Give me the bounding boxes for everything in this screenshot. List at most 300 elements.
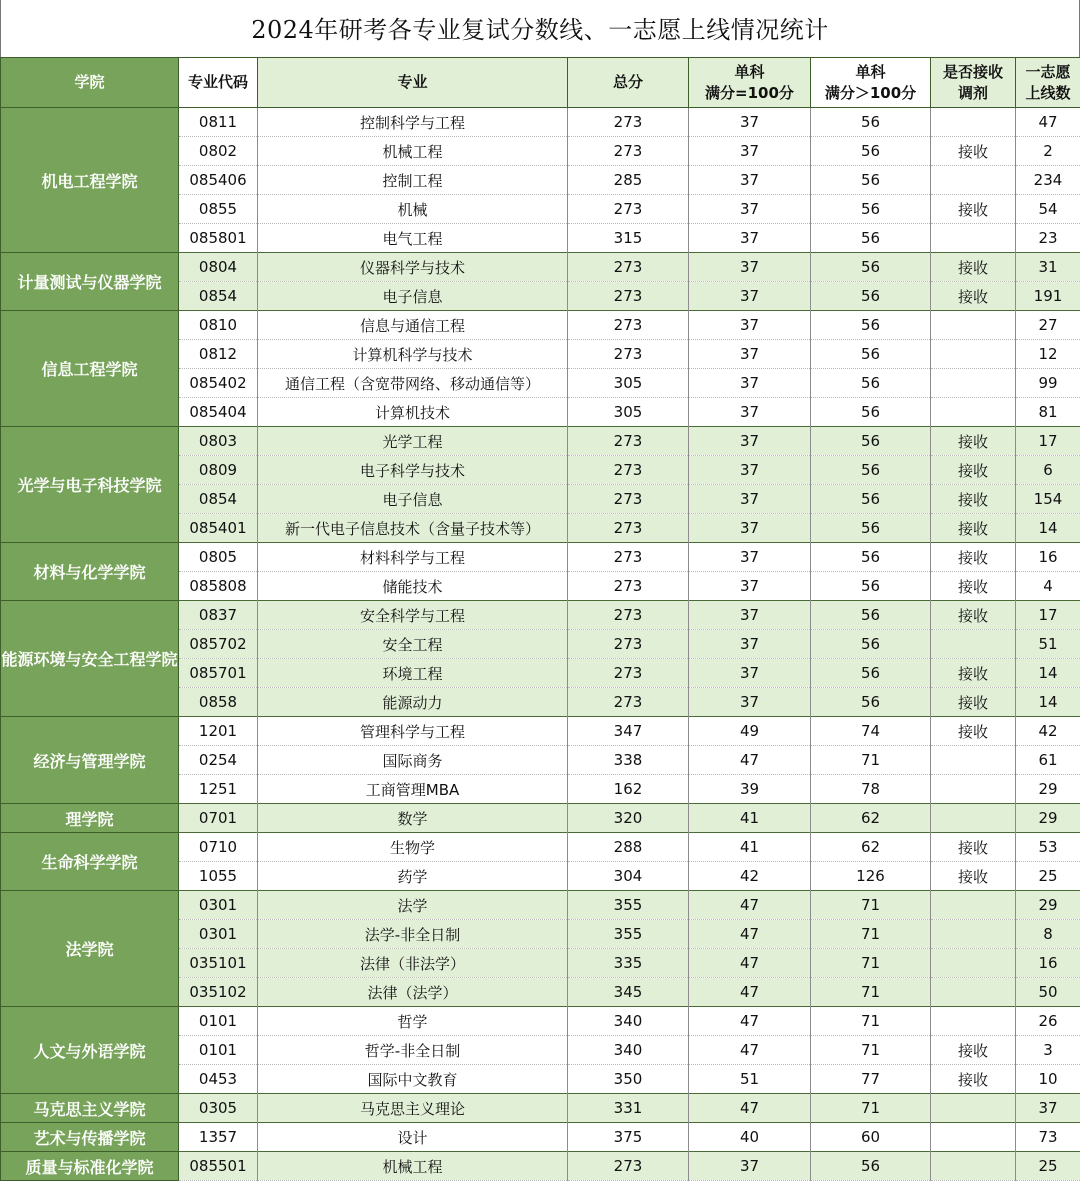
total-cell: 273 — [568, 601, 689, 630]
header-count — [1016, 58, 1080, 108]
code-cell: 085501 — [179, 1152, 258, 1181]
single-over-100-cell: 56 — [811, 398, 931, 427]
total-cell: 273 — [568, 630, 689, 659]
adjust-cell: 接收 — [931, 1036, 1016, 1065]
header-count-line1: 一志愿 — [1016, 62, 1080, 83]
total-cell: 335 — [568, 949, 689, 978]
single-100-cell: 37 — [689, 572, 811, 601]
single-over-100-cell: 56 — [811, 543, 931, 572]
adjust-cell: 接收 — [931, 195, 1016, 224]
major-cell: 环境工程 — [258, 659, 568, 688]
adjust-cell — [931, 891, 1016, 920]
major-cell: 电子信息 — [258, 485, 568, 514]
major-cell: 材料科学与工程 — [258, 543, 568, 572]
total-cell: 273 — [568, 108, 689, 137]
major-cell: 数学 — [258, 804, 568, 833]
single-100-cell: 37 — [689, 1152, 811, 1181]
single-100-cell: 40 — [689, 1123, 811, 1152]
single-over-100-cell: 56 — [811, 688, 931, 717]
single-100-cell: 37 — [689, 166, 811, 195]
adjust-cell — [931, 398, 1016, 427]
single-100-cell: 37 — [689, 195, 811, 224]
major-cell: 能源动力 — [258, 688, 568, 717]
total-cell: 273 — [568, 137, 689, 166]
single-100-cell: 37 — [689, 485, 811, 514]
major-cell: 仪器科学与技术 — [258, 253, 568, 282]
header-school: 学院 — [1, 58, 179, 108]
code-cell: 085402 — [179, 369, 258, 398]
major-cell: 计算机科学与技术 — [258, 340, 568, 369]
count-cell: 14 — [1016, 659, 1080, 688]
table-header — [1, 58, 1080, 108]
code-cell: 0837 — [179, 601, 258, 630]
count-cell: 2 — [1016, 137, 1080, 166]
major-cell: 法律（非法学） — [258, 949, 568, 978]
code-cell: 035101 — [179, 949, 258, 978]
count-cell: 17 — [1016, 427, 1080, 456]
single-over-100-cell: 56 — [811, 456, 931, 485]
total-cell: 273 — [568, 688, 689, 717]
count-cell: 51 — [1016, 630, 1080, 659]
count-cell: 17 — [1016, 601, 1080, 630]
count-cell: 234 — [1016, 166, 1080, 195]
code-cell: 0453 — [179, 1065, 258, 1094]
count-cell: 14 — [1016, 688, 1080, 717]
school-cell: 光学与电子科技学院 — [1, 427, 179, 543]
total-cell: 340 — [568, 1036, 689, 1065]
code-cell: 085406 — [179, 166, 258, 195]
code-cell: 0710 — [179, 833, 258, 862]
major-cell: 国际中文教育 — [258, 1065, 568, 1094]
adjust-cell — [931, 108, 1016, 137]
total-cell: 345 — [568, 978, 689, 1007]
count-cell: 29 — [1016, 891, 1080, 920]
major-cell: 储能技术 — [258, 572, 568, 601]
single-over-100-cell: 56 — [811, 601, 931, 630]
major-cell: 工商管理MBA — [258, 775, 568, 804]
total-cell: 273 — [568, 1152, 689, 1181]
total-cell: 305 — [568, 369, 689, 398]
code-cell: 085701 — [179, 659, 258, 688]
total-cell: 273 — [568, 311, 689, 340]
count-cell: 191 — [1016, 282, 1080, 311]
total-cell: 347 — [568, 717, 689, 746]
table-row — [1, 311, 1080, 340]
single-over-100-cell: 56 — [811, 137, 931, 166]
adjust-cell — [931, 804, 1016, 833]
major-cell: 法学-非全日制 — [258, 920, 568, 949]
single-100-cell: 37 — [689, 543, 811, 572]
total-cell: 350 — [568, 1065, 689, 1094]
table-row — [1, 717, 1080, 746]
code-cell: 0305 — [179, 1094, 258, 1123]
table-row — [1, 804, 1080, 833]
adjust-cell: 接收 — [931, 572, 1016, 601]
major-cell: 马克思主义理论 — [258, 1094, 568, 1123]
count-cell: 81 — [1016, 398, 1080, 427]
single-over-100-cell: 56 — [811, 108, 931, 137]
count-cell: 10 — [1016, 1065, 1080, 1094]
school-cell: 人文与外语学院 — [1, 1007, 179, 1094]
header-adjust-line2: 调剂 — [931, 83, 1015, 104]
adjust-cell: 接收 — [931, 456, 1016, 485]
count-cell: 42 — [1016, 717, 1080, 746]
single-100-cell: 47 — [689, 949, 811, 978]
single-100-cell: 47 — [689, 1036, 811, 1065]
code-cell: 0803 — [179, 427, 258, 456]
code-cell: 0812 — [179, 340, 258, 369]
major-cell: 国际商务 — [258, 746, 568, 775]
count-cell: 47 — [1016, 108, 1080, 137]
code-cell: 0809 — [179, 456, 258, 485]
single-100-cell: 47 — [689, 1094, 811, 1123]
code-cell: 035102 — [179, 978, 258, 1007]
header-major: 专业 — [258, 58, 568, 108]
major-cell: 控制科学与工程 — [258, 108, 568, 137]
major-cell: 通信工程（含宽带网络、移动通信等） — [258, 369, 568, 398]
school-cell: 理学院 — [1, 804, 179, 833]
major-cell: 信息与通信工程 — [258, 311, 568, 340]
code-cell: 0301 — [179, 920, 258, 949]
adjust-cell: 接收 — [931, 427, 1016, 456]
count-cell: 3 — [1016, 1036, 1080, 1065]
header-single-100-line1: 单科 — [689, 62, 810, 83]
single-over-100-cell: 56 — [811, 630, 931, 659]
adjust-cell — [931, 311, 1016, 340]
single-100-cell: 37 — [689, 253, 811, 282]
adjust-cell — [931, 340, 1016, 369]
single-over-100-cell: 56 — [811, 572, 931, 601]
count-cell: 26 — [1016, 1007, 1080, 1036]
adjust-cell — [931, 369, 1016, 398]
single-100-cell: 51 — [689, 1065, 811, 1094]
single-100-cell: 37 — [689, 398, 811, 427]
major-cell: 机械 — [258, 195, 568, 224]
total-cell: 315 — [568, 224, 689, 253]
count-cell: 16 — [1016, 949, 1080, 978]
count-cell: 16 — [1016, 543, 1080, 572]
single-over-100-cell: 56 — [811, 195, 931, 224]
major-cell: 管理科学与工程 — [258, 717, 568, 746]
adjust-cell: 接收 — [931, 659, 1016, 688]
code-cell: 0701 — [179, 804, 258, 833]
major-cell: 法律（法学） — [258, 978, 568, 1007]
single-100-cell: 37 — [689, 137, 811, 166]
single-100-cell: 37 — [689, 108, 811, 137]
single-over-100-cell: 56 — [811, 369, 931, 398]
major-cell: 机械工程 — [258, 137, 568, 166]
count-cell: 61 — [1016, 746, 1080, 775]
single-100-cell: 37 — [689, 427, 811, 456]
table-row — [1, 601, 1080, 630]
single-over-100-cell: 71 — [811, 891, 931, 920]
header-single-100-line2: 满分=100分 — [689, 83, 810, 104]
single-100-cell: 37 — [689, 456, 811, 485]
single-100-cell: 37 — [689, 630, 811, 659]
count-cell: 37 — [1016, 1094, 1080, 1123]
single-over-100-cell: 74 — [811, 717, 931, 746]
total-cell: 340 — [568, 1007, 689, 1036]
count-cell: 73 — [1016, 1123, 1080, 1152]
count-cell: 27 — [1016, 311, 1080, 340]
count-cell: 8 — [1016, 920, 1080, 949]
single-100-cell: 47 — [689, 978, 811, 1007]
adjust-cell: 接收 — [931, 862, 1016, 891]
total-cell: 273 — [568, 253, 689, 282]
single-over-100-cell: 56 — [811, 166, 931, 195]
adjust-cell — [931, 949, 1016, 978]
table-row — [1, 1007, 1080, 1036]
code-cell: 0854 — [179, 282, 258, 311]
single-over-100-cell: 77 — [811, 1065, 931, 1094]
adjust-cell: 接收 — [931, 253, 1016, 282]
page-title: 2024年研考各专业复试分数线、一志愿上线情况统计 — [0, 0, 1080, 57]
school-cell: 经济与管理学院 — [1, 717, 179, 804]
adjust-cell: 接收 — [931, 137, 1016, 166]
adjust-cell: 接收 — [931, 543, 1016, 572]
major-cell: 计算机技术 — [258, 398, 568, 427]
single-100-cell: 37 — [689, 688, 811, 717]
code-cell: 0810 — [179, 311, 258, 340]
code-cell: 0804 — [179, 253, 258, 282]
code-cell: 1201 — [179, 717, 258, 746]
adjust-cell — [931, 166, 1016, 195]
total-cell: 273 — [568, 195, 689, 224]
single-100-cell: 37 — [689, 340, 811, 369]
adjust-cell — [931, 630, 1016, 659]
major-cell: 生物学 — [258, 833, 568, 862]
single-100-cell: 37 — [689, 369, 811, 398]
total-cell: 288 — [568, 833, 689, 862]
count-cell: 29 — [1016, 775, 1080, 804]
adjust-cell — [931, 224, 1016, 253]
single-over-100-cell: 71 — [811, 1007, 931, 1036]
code-cell: 0858 — [179, 688, 258, 717]
single-over-100-cell: 71 — [811, 949, 931, 978]
single-100-cell: 37 — [689, 514, 811, 543]
single-over-100-cell: 56 — [811, 514, 931, 543]
header-adjust — [931, 58, 1016, 108]
single-100-cell: 47 — [689, 746, 811, 775]
adjust-cell — [931, 920, 1016, 949]
school-cell: 质量与标准化学院 — [1, 1152, 179, 1181]
header-single-over-100 — [811, 58, 931, 108]
school-cell: 能源环境与安全工程学院 — [1, 601, 179, 717]
total-cell: 375 — [568, 1123, 689, 1152]
total-cell: 305 — [568, 398, 689, 427]
table-row — [1, 1094, 1080, 1123]
count-cell: 12 — [1016, 340, 1080, 369]
major-cell: 安全工程 — [258, 630, 568, 659]
total-cell: 331 — [568, 1094, 689, 1123]
code-cell: 085401 — [179, 514, 258, 543]
code-cell: 0101 — [179, 1036, 258, 1065]
major-cell: 药学 — [258, 862, 568, 891]
major-cell: 电子科学与技术 — [258, 456, 568, 485]
school-cell: 马克思主义学院 — [1, 1094, 179, 1123]
code-cell: 0101 — [179, 1007, 258, 1036]
table-row — [1, 108, 1080, 137]
adjust-cell: 接收 — [931, 514, 1016, 543]
header-code: 专业代码 — [179, 58, 258, 108]
total-cell: 304 — [568, 862, 689, 891]
code-cell: 085808 — [179, 572, 258, 601]
total-cell: 273 — [568, 543, 689, 572]
single-100-cell: 47 — [689, 891, 811, 920]
code-cell: 0802 — [179, 137, 258, 166]
single-over-100-cell: 56 — [811, 427, 931, 456]
single-100-cell: 42 — [689, 862, 811, 891]
major-cell: 机械工程 — [258, 1152, 568, 1181]
code-cell: 0254 — [179, 746, 258, 775]
major-cell: 新一代电子信息技术（含量子技术等） — [258, 514, 568, 543]
single-over-100-cell: 62 — [811, 804, 931, 833]
total-cell: 273 — [568, 282, 689, 311]
count-cell: 53 — [1016, 833, 1080, 862]
school-cell: 机电工程学院 — [1, 108, 179, 253]
total-cell: 273 — [568, 340, 689, 369]
single-100-cell: 37 — [689, 601, 811, 630]
single-100-cell: 37 — [689, 311, 811, 340]
single-100-cell: 47 — [689, 920, 811, 949]
single-100-cell: 37 — [689, 659, 811, 688]
adjust-cell: 接收 — [931, 282, 1016, 311]
single-100-cell: 41 — [689, 833, 811, 862]
single-over-100-cell: 56 — [811, 485, 931, 514]
table-row — [1, 1152, 1080, 1181]
single-over-100-cell: 60 — [811, 1123, 931, 1152]
adjust-cell — [931, 978, 1016, 1007]
count-cell: 25 — [1016, 862, 1080, 891]
header-single-over-100-line1: 单科 — [811, 62, 930, 83]
header-single-over-100-line2: 满分＞100分 — [811, 83, 930, 104]
single-100-cell: 47 — [689, 1007, 811, 1036]
adjust-cell — [931, 1123, 1016, 1152]
single-over-100-cell: 71 — [811, 746, 931, 775]
total-cell: 273 — [568, 514, 689, 543]
code-cell: 1357 — [179, 1123, 258, 1152]
adjust-cell — [931, 1007, 1016, 1036]
adjust-cell — [931, 775, 1016, 804]
single-over-100-cell: 56 — [811, 253, 931, 282]
table-row — [1, 1123, 1080, 1152]
score-table — [0, 57, 1080, 1181]
total-cell: 273 — [568, 427, 689, 456]
adjust-cell: 接收 — [931, 833, 1016, 862]
total-cell: 320 — [568, 804, 689, 833]
code-cell: 085404 — [179, 398, 258, 427]
total-cell: 285 — [568, 166, 689, 195]
school-cell: 信息工程学院 — [1, 311, 179, 427]
count-cell: 99 — [1016, 369, 1080, 398]
school-cell: 材料与化学学院 — [1, 543, 179, 601]
single-100-cell: 37 — [689, 282, 811, 311]
count-cell: 6 — [1016, 456, 1080, 485]
school-cell: 计量测试与仪器学院 — [1, 253, 179, 311]
count-cell: 23 — [1016, 224, 1080, 253]
major-cell: 安全科学与工程 — [258, 601, 568, 630]
single-100-cell: 39 — [689, 775, 811, 804]
adjust-cell: 接收 — [931, 485, 1016, 514]
table-row — [1, 543, 1080, 572]
adjust-cell: 接收 — [931, 717, 1016, 746]
count-cell: 25 — [1016, 1152, 1080, 1181]
code-cell: 085702 — [179, 630, 258, 659]
adjust-cell: 接收 — [931, 601, 1016, 630]
total-cell: 355 — [568, 891, 689, 920]
adjust-cell — [931, 1094, 1016, 1123]
single-over-100-cell: 71 — [811, 1036, 931, 1065]
adjust-cell: 接收 — [931, 1065, 1016, 1094]
header-count-line2: 上线数 — [1016, 83, 1080, 104]
table-row — [1, 253, 1080, 282]
table-body — [1, 108, 1080, 1181]
code-cell: 1055 — [179, 862, 258, 891]
code-cell: 0854 — [179, 485, 258, 514]
major-cell: 哲学-非全日制 — [258, 1036, 568, 1065]
school-cell: 法学院 — [1, 891, 179, 1007]
total-cell: 273 — [568, 456, 689, 485]
single-over-100-cell: 62 — [811, 833, 931, 862]
code-cell: 1251 — [179, 775, 258, 804]
header-single-100 — [689, 58, 811, 108]
count-cell: 14 — [1016, 514, 1080, 543]
count-cell: 29 — [1016, 804, 1080, 833]
major-cell: 电子信息 — [258, 282, 568, 311]
single-100-cell: 49 — [689, 717, 811, 746]
major-cell: 法学 — [258, 891, 568, 920]
single-over-100-cell: 56 — [811, 224, 931, 253]
major-cell: 控制工程 — [258, 166, 568, 195]
table-row — [1, 427, 1080, 456]
single-over-100-cell: 78 — [811, 775, 931, 804]
adjust-cell — [931, 746, 1016, 775]
table-row — [1, 891, 1080, 920]
single-100-cell: 37 — [689, 224, 811, 253]
single-over-100-cell: 56 — [811, 340, 931, 369]
adjust-cell: 接收 — [931, 688, 1016, 717]
total-cell: 355 — [568, 920, 689, 949]
header-total: 总分 — [568, 58, 689, 108]
major-cell: 光学工程 — [258, 427, 568, 456]
code-cell: 085801 — [179, 224, 258, 253]
major-cell: 哲学 — [258, 1007, 568, 1036]
code-cell: 0805 — [179, 543, 258, 572]
total-cell: 273 — [568, 485, 689, 514]
table-row — [1, 833, 1080, 862]
single-over-100-cell: 71 — [811, 920, 931, 949]
count-cell: 154 — [1016, 485, 1080, 514]
single-over-100-cell: 126 — [811, 862, 931, 891]
single-over-100-cell: 56 — [811, 282, 931, 311]
count-cell: 54 — [1016, 195, 1080, 224]
total-cell: 273 — [568, 572, 689, 601]
single-over-100-cell: 56 — [811, 659, 931, 688]
count-cell: 31 — [1016, 253, 1080, 282]
single-over-100-cell: 71 — [811, 1094, 931, 1123]
school-cell: 生命科学学院 — [1, 833, 179, 891]
major-cell: 设计 — [258, 1123, 568, 1152]
total-cell: 338 — [568, 746, 689, 775]
count-cell: 50 — [1016, 978, 1080, 1007]
single-over-100-cell: 56 — [811, 311, 931, 340]
adjust-cell — [931, 1152, 1016, 1181]
single-over-100-cell: 71 — [811, 978, 931, 1007]
count-cell: 4 — [1016, 572, 1080, 601]
code-cell: 0811 — [179, 108, 258, 137]
code-cell: 0301 — [179, 891, 258, 920]
total-cell: 273 — [568, 659, 689, 688]
